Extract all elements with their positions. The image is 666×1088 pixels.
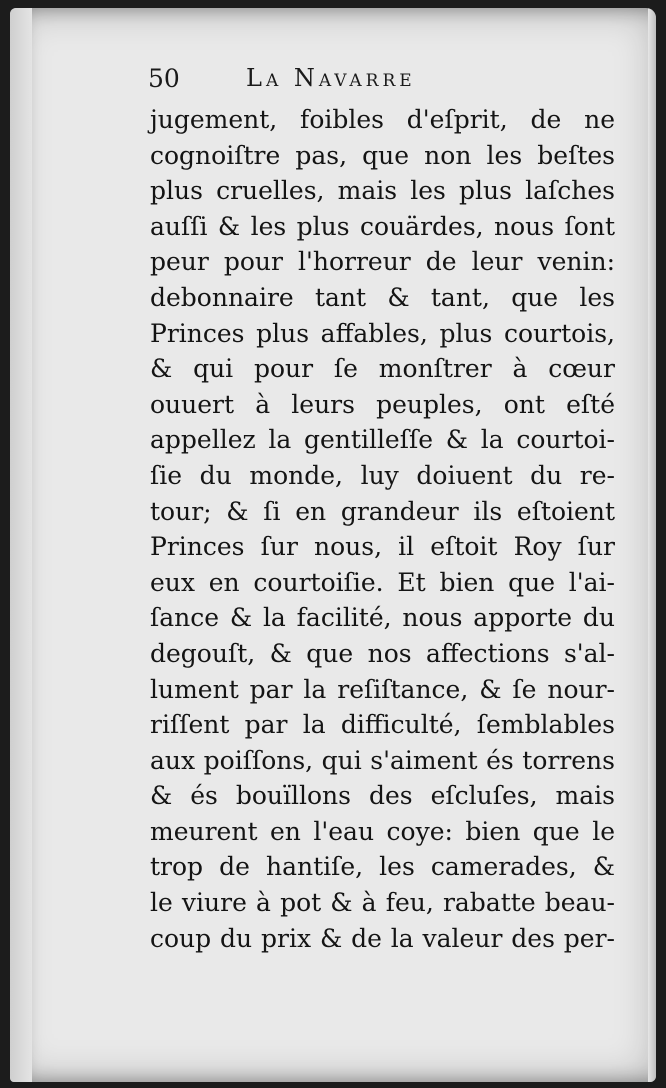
text-line: lument par la reſiſtance, & ſe nour- [150, 674, 615, 704]
body-text [150, 102, 615, 956]
text-line: le viure à pot & à feu, rabatte beau- [150, 888, 615, 918]
text-line: ſance & la facilité, nous apporte du [150, 603, 615, 633]
page-header [148, 60, 568, 100]
text-line: aux poiſſons, qui s'aiment és torrens [150, 745, 615, 775]
text-line: Princes ſur nous, il eſtoit Roy ſur [150, 532, 615, 562]
text-line: ſie du monde, luy doiuent du re- [150, 460, 615, 490]
book-page [10, 8, 656, 1082]
text-line: jugement, foibles d'eſprit, de ne [150, 105, 615, 134]
text-line: plus cruelles, mais les plus laſches [150, 176, 615, 206]
text-line: eux en courtoiſie. Et bien que l'ai- [150, 567, 615, 597]
text-line: debonnaire tant & tant, que les [150, 282, 615, 312]
page-gutter-shadow [10, 8, 32, 1082]
text-line: trop de hantiſe, les camerades, & [150, 852, 615, 882]
page-number: 50 [148, 64, 180, 93]
page-edge [648, 8, 656, 1082]
text-line: auſſi & les plus couärdes, nous ſont [150, 211, 615, 241]
text-line: cognoiſtre pas, que non les beſtes [150, 140, 615, 170]
text-line: riſſent par la difficulté, ſemblables [150, 710, 615, 740]
text-line: tour; & ſi en grandeur ils eſtoient [150, 496, 615, 526]
text-line: coup du prix & de la valeur des per- [150, 923, 615, 953]
text-line: degouſt, & que nos affections s'al- [150, 638, 615, 668]
text-line: ouuert à leurs peuples, ont eſté [150, 389, 615, 419]
text-line: peur pour l'horreur de leur venin: [150, 247, 615, 277]
text-line: & qui pour ſe monſtrer à cœur [150, 354, 615, 384]
text-line: & és bouïllons des eſcluſes, mais [150, 781, 615, 811]
text-line: appellez la gentilleſſe & la courtoi- [150, 425, 615, 455]
running-title: La Navarre [246, 64, 416, 92]
text-line: meurent en l'eau coye: bien que le [150, 816, 615, 846]
text-line: Princes plus affables, plus courtois, [150, 318, 615, 348]
